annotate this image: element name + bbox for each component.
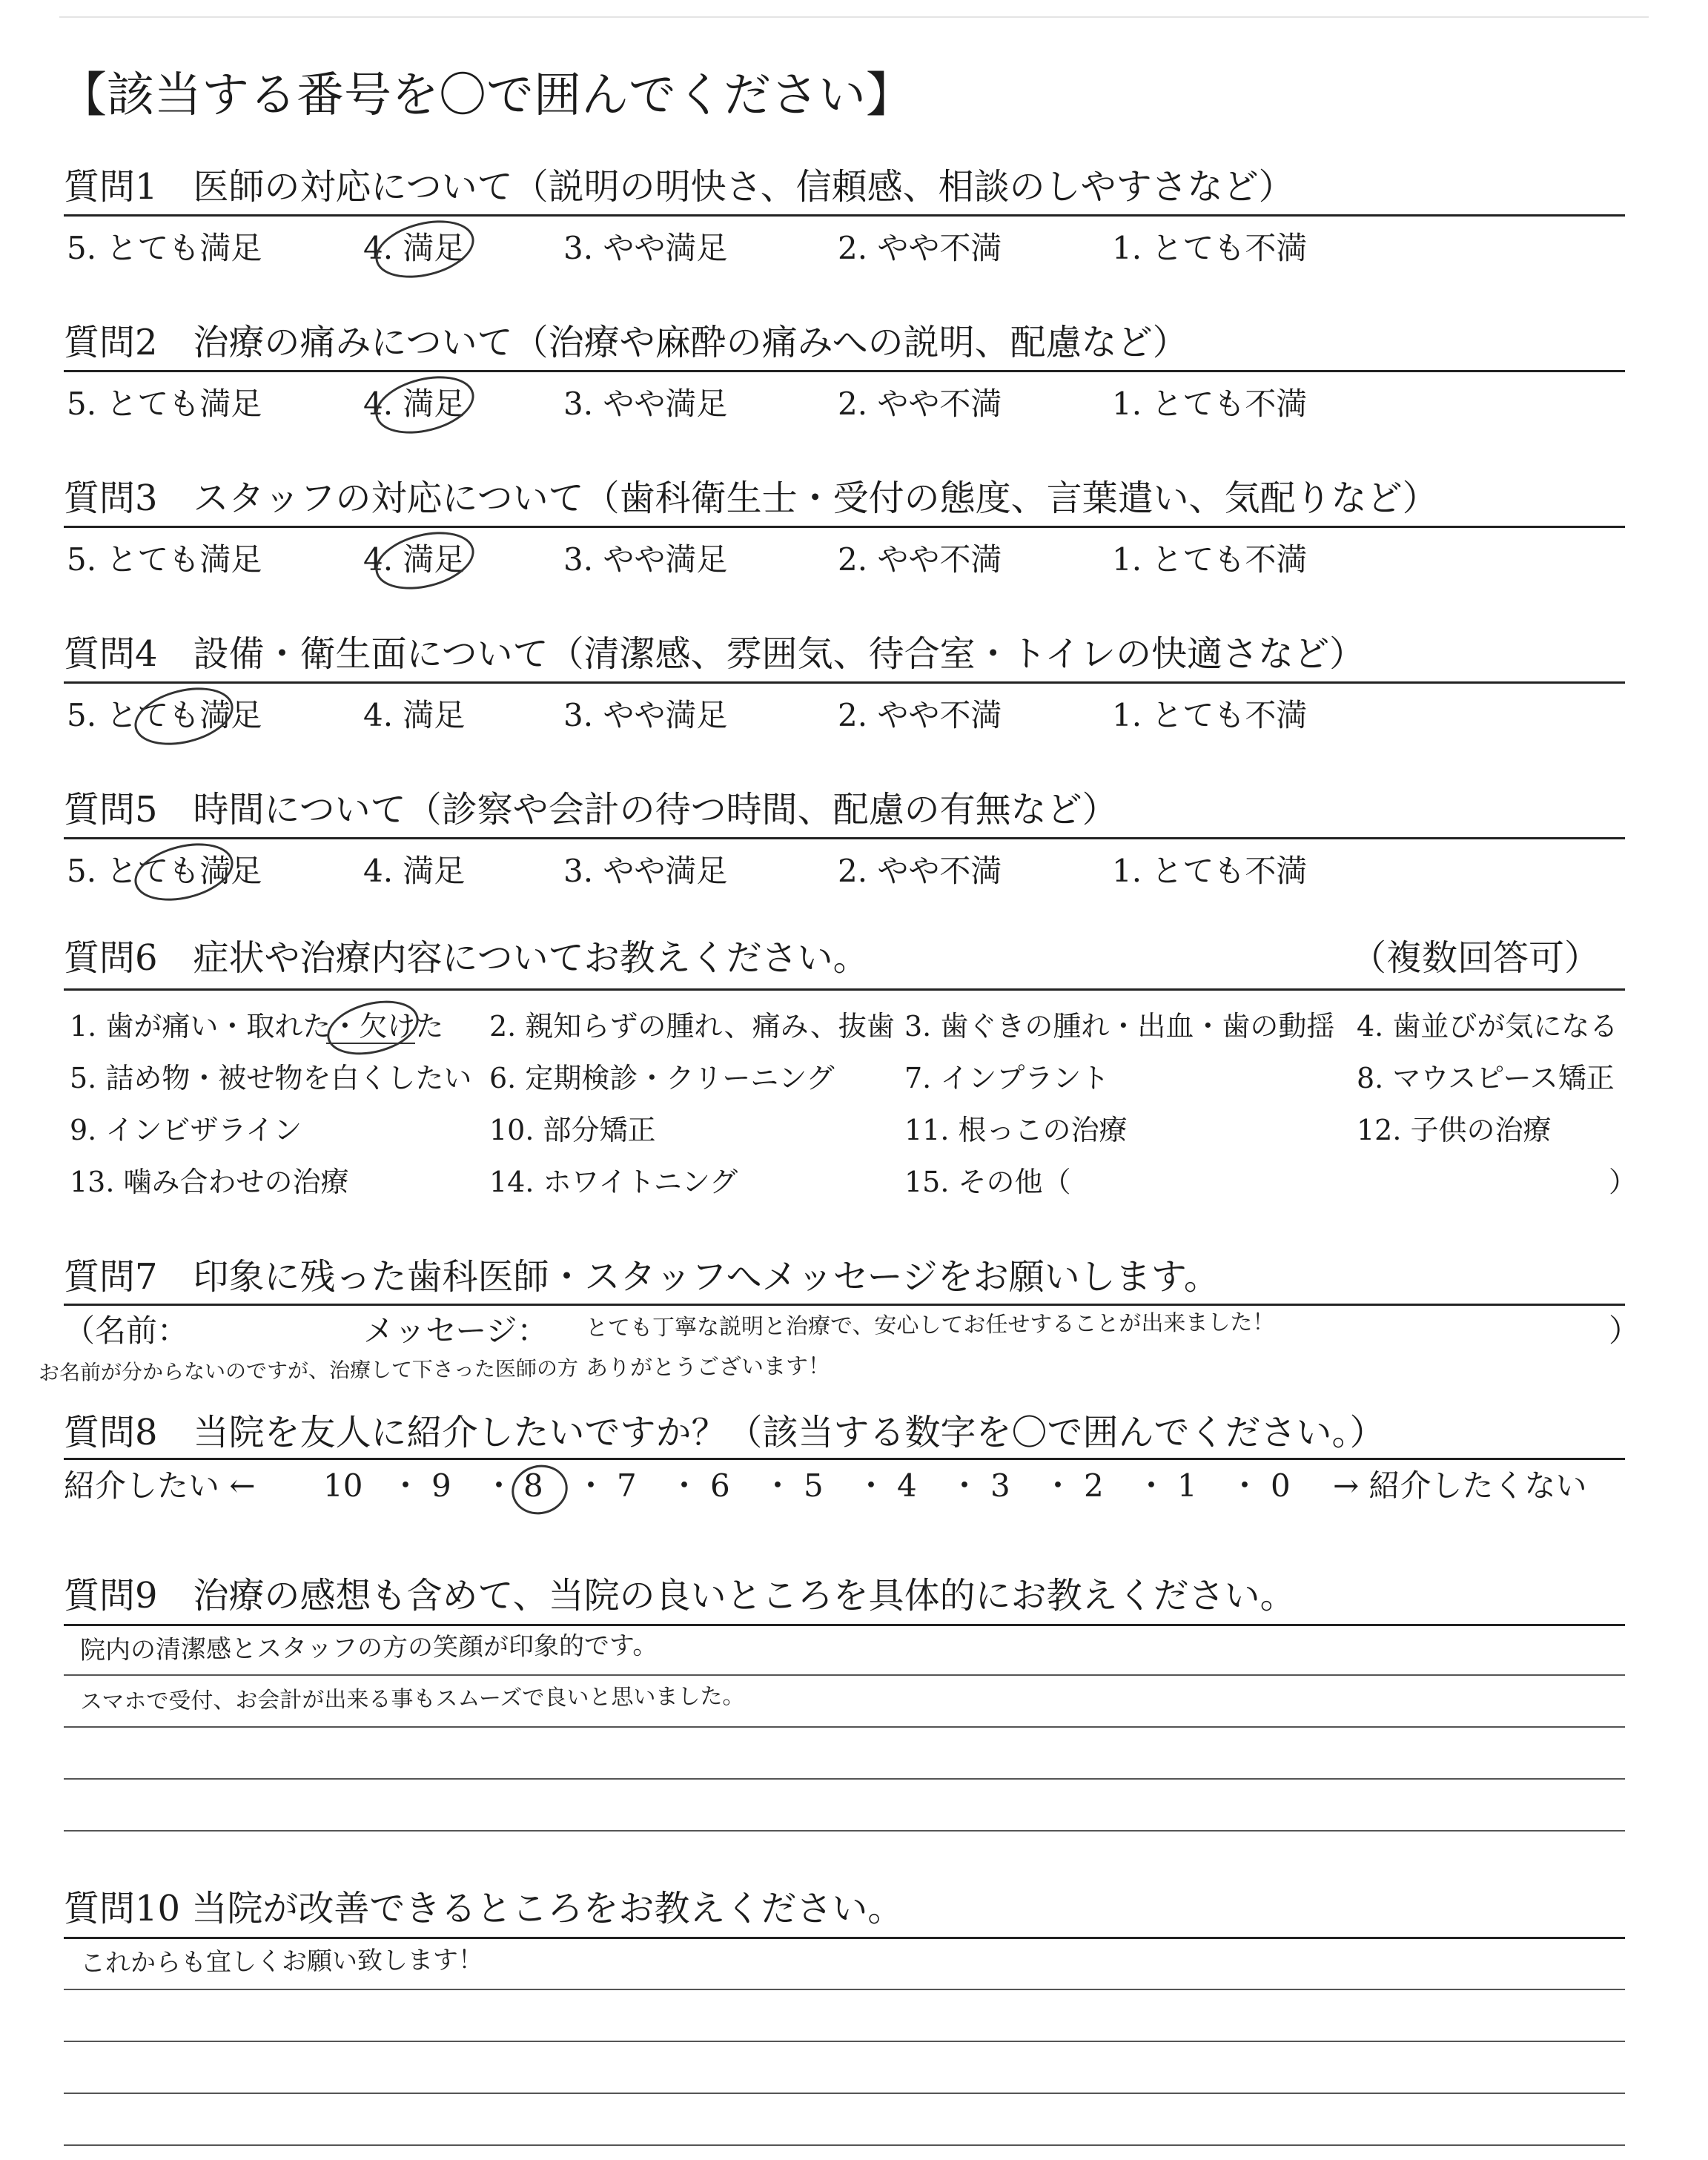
q9-answer-line-rule xyxy=(64,1726,1625,1728)
q3-option-2[interactable]: 2. やや不満 xyxy=(838,541,1002,578)
q6-option-15[interactable]: 15. その他（ xyxy=(904,1166,1071,1198)
q3-answer-circle xyxy=(369,523,480,599)
q6-other-close: ） xyxy=(1609,1166,1638,1198)
q2-option-1[interactable]: 1. とても不満 xyxy=(1112,386,1308,422)
q8-right-label: → 紹介したくない xyxy=(1333,1467,1587,1504)
question-9-rule xyxy=(64,1624,1625,1626)
q4-option-1[interactable]: 1. とても不満 xyxy=(1112,697,1308,733)
q9-answer-line-rule xyxy=(64,1674,1625,1676)
q6-option-13[interactable]: 13. 噛み合わせの治療 xyxy=(70,1166,349,1198)
q8-scale-9[interactable]: 9 xyxy=(431,1467,451,1504)
q8-scale xyxy=(64,1465,1625,1510)
question-5-title: 質問5 時間について（診察や会計の待つ時間、配慮の有無など） xyxy=(64,789,1118,830)
q6-option-3[interactable]: 3. 歯ぐきの腫れ・出血・歯の動揺 xyxy=(904,1010,1335,1043)
q8-separator: ・ xyxy=(855,1467,887,1504)
q7-message-label: メッセージ： xyxy=(363,1312,549,1349)
q4-option-3[interactable]: 3. やや満足 xyxy=(563,697,728,733)
question-9-title: 質問9 治療の感想も含めて、当院の良いところを具体的にお教えください。 xyxy=(64,1575,1296,1616)
q3-option-1[interactable]: 1. とても不満 xyxy=(1112,541,1308,578)
q5-option-4[interactable]: 4. 満足 xyxy=(363,853,466,889)
question-6-note: （複数回答可） xyxy=(1351,937,1601,979)
question-8-rule xyxy=(64,1458,1625,1460)
q6-option-9[interactable]: 9. インビザライン xyxy=(70,1114,302,1146)
q4-option-5[interactable]: 5. とても満足 xyxy=(67,697,262,733)
q8-scale-0[interactable]: 0 xyxy=(1271,1467,1291,1504)
q3-option-4[interactable]: 4. 満足 xyxy=(363,541,466,578)
q1-option-1[interactable]: 1. とても不満 xyxy=(1112,230,1308,266)
q8-separator: ・ xyxy=(949,1467,981,1504)
q8-separator: ・ xyxy=(1136,1467,1168,1504)
question-1-title: 質問1 医師の対応について（説明の明快さ、信頼感、相談のしやすさなど） xyxy=(64,166,1294,208)
q8-scale-1[interactable]: 1 xyxy=(1177,1467,1197,1504)
question-3-title: 質問3 スタッフの対応について（歯科衛生士・受付の態度、言葉遣い、気配りなど） xyxy=(64,478,1438,519)
q5-option-1[interactable]: 1. とても不満 xyxy=(1112,853,1308,889)
q6-option-10[interactable]: 10. 部分矯正 xyxy=(489,1114,656,1146)
q6-option-5[interactable]: 5. 詰め物・被せ物を白くしたい xyxy=(70,1062,472,1094)
q7-message-line-1[interactable]: とても丁寧な説明と治療で、安心してお任せすることが出来ました！ xyxy=(585,1309,1275,1341)
q6-answer-underline xyxy=(326,1043,415,1044)
question-2-rule xyxy=(64,370,1625,372)
q6-option-4[interactable]: 4. 歯並びが気になる xyxy=(1357,1010,1618,1043)
q5-option-3[interactable]: 3. やや満足 xyxy=(563,853,728,889)
q2-option-2[interactable]: 2. やや不満 xyxy=(838,386,1002,422)
question-2-title: 質問2 治療の痛みについて（治療や麻酔の痛みへの説明、配慮など） xyxy=(64,322,1188,363)
q8-left-label: 紹介したい ← xyxy=(64,1467,256,1504)
question-10-rule xyxy=(64,1937,1625,1939)
q2-option-3[interactable]: 3. やや満足 xyxy=(563,386,728,422)
q6-option-11[interactable]: 11. 根っこの治療 xyxy=(904,1114,1128,1146)
q5-option-2[interactable]: 2. やや不満 xyxy=(838,853,1002,889)
question-1-rule xyxy=(64,214,1625,217)
question-6-rule xyxy=(64,988,1625,991)
q10-answer-line-1[interactable]: これからも宜しくお願い致します！ xyxy=(79,1945,484,1978)
q8-scale-5[interactable]: 5 xyxy=(804,1467,824,1504)
q8-separator: ・ xyxy=(1042,1467,1074,1504)
q7-name-answer[interactable]: お名前が分からないのですが、治療して下さった医師の方 xyxy=(38,1355,579,1385)
q8-scale-7[interactable]: 7 xyxy=(617,1467,637,1504)
q8-separator: ・ xyxy=(669,1467,701,1504)
q8-scale-8[interactable]: 8 xyxy=(523,1467,543,1504)
q8-separator: ・ xyxy=(483,1467,515,1504)
q8-scale-2[interactable]: 2 xyxy=(1084,1467,1104,1504)
q6-option-6[interactable]: 6. 定期検診・クリーニング xyxy=(489,1062,835,1094)
q8-separator: ・ xyxy=(762,1467,794,1504)
q10-answer-line-rule xyxy=(64,2093,1625,2094)
q2-option-5[interactable]: 5. とても満足 xyxy=(67,386,262,422)
page-heading: 【該当する番号を〇で囲んでください】 xyxy=(59,68,913,123)
q9-answer-line-2[interactable]: スマホで受付、お会計が出来る事もスムーズで良いと思いました。 xyxy=(79,1683,745,1715)
q6-option-1[interactable]: 1. 歯が痛い・取れた・欠けた xyxy=(70,1010,444,1043)
q8-scale-10[interactable]: 10 xyxy=(323,1467,363,1504)
q6-option-12[interactable]: 12. 子供の治療 xyxy=(1357,1114,1552,1146)
q10-answer-line-rule xyxy=(64,2144,1625,2146)
question-4-title: 質問4 設備・衛生面について（清潔感、雰囲気、待合室・トイレの快適さなど） xyxy=(64,633,1366,675)
question-7-rule xyxy=(64,1304,1625,1306)
question-10-title: 質問10 当院が改善できるところをお教えください。 xyxy=(64,1888,904,1929)
q8-separator: ・ xyxy=(1229,1467,1261,1504)
q5-option-5[interactable]: 5. とても満足 xyxy=(67,853,262,889)
q2-answer-circle xyxy=(369,367,480,443)
question-3-rule xyxy=(64,526,1625,528)
q4-option-2[interactable]: 2. やや不満 xyxy=(838,697,1002,733)
top-divider xyxy=(59,16,1649,18)
q8-scale-6[interactable]: 6 xyxy=(710,1467,730,1504)
q4-option-4[interactable]: 4. 満足 xyxy=(363,697,466,733)
q1-option-3[interactable]: 3. やや満足 xyxy=(563,230,728,266)
q9-answer-line-1[interactable]: 院内の清潔感とスタッフの方の笑顔が印象的です。 xyxy=(79,1631,658,1665)
q1-answer-circle xyxy=(369,211,480,288)
q6-option-7[interactable]: 7. インプラント xyxy=(904,1062,1110,1094)
question-8-title: 質問8 当院を友人に紹介したいですか？（該当する数字を〇で囲んでください。） xyxy=(64,1412,1386,1453)
q6-option-14[interactable]: 14. ホワイトニング xyxy=(489,1166,738,1198)
q1-option-4[interactable]: 4. 満足 xyxy=(363,230,466,266)
q8-scale-3[interactable]: 3 xyxy=(990,1467,1010,1504)
q10-answer-line-rule xyxy=(64,2041,1625,2042)
q10-answer-line-rule xyxy=(64,1989,1625,1990)
q5-answer-circle xyxy=(128,834,239,911)
q3-option-3[interactable]: 3. やや満足 xyxy=(563,541,728,578)
question-4-rule xyxy=(64,681,1625,684)
q7-name-label: （名前： xyxy=(64,1312,189,1349)
q1-option-5[interactable]: 5. とても満足 xyxy=(67,230,262,266)
q6-answer-circle xyxy=(322,992,425,1063)
q9-answer-line-rule xyxy=(64,1778,1625,1780)
q7-close: ） xyxy=(1609,1312,1641,1349)
q2-option-4[interactable]: 4. 満足 xyxy=(363,386,466,422)
q7-message-line-2[interactable]: ありがとうございます！ xyxy=(585,1353,831,1381)
q6-option-8[interactable]: 8. マウスピース矯正 xyxy=(1357,1062,1615,1094)
q8-scale-4[interactable]: 4 xyxy=(897,1467,917,1504)
question-5-rule xyxy=(64,837,1625,839)
q9-answer-line-rule xyxy=(64,1830,1625,1832)
q8-separator: ・ xyxy=(575,1467,607,1504)
q4-answer-circle xyxy=(128,678,239,755)
q6-option-2[interactable]: 2. 親知らずの腫れ、痛み、抜歯 xyxy=(489,1010,895,1043)
q3-option-5[interactable]: 5. とても満足 xyxy=(67,541,262,578)
q8-separator: ・ xyxy=(390,1467,422,1504)
question-7-title: 質問7 印象に残った歯科医師・スタッフへメッセージをお願いします。 xyxy=(64,1256,1219,1298)
q1-option-2[interactable]: 2. やや不満 xyxy=(838,230,1002,266)
question-6-title: 質問6 症状や治療内容についてお教えください。 xyxy=(64,937,869,979)
